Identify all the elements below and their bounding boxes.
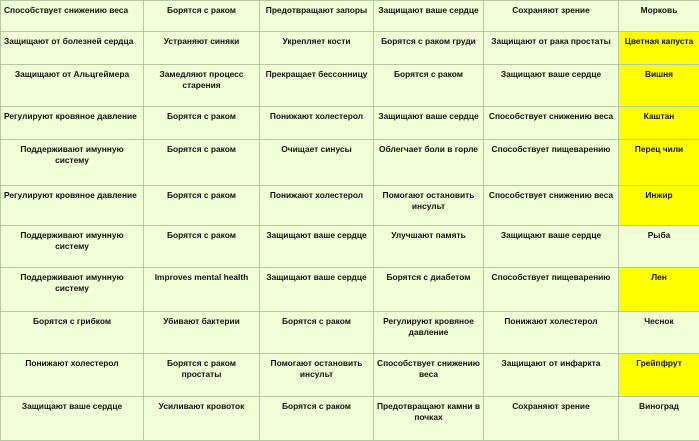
- benefit-cell: Защищают ваше сердце: [374, 107, 484, 140]
- benefit-cell: Борятся с диабетом: [374, 268, 484, 312]
- benefit-cell: Усиливают кровоток: [144, 397, 260, 441]
- benefit-cell: Защищают ваше сердце: [1, 397, 144, 441]
- benefit-cell: Понижают холестерол: [260, 107, 374, 140]
- benefit-cell: Замедляют процесс старения: [144, 65, 260, 107]
- benefit-cell: Защищают от инфаркта: [484, 354, 619, 397]
- food-name-cell: Вишня: [619, 65, 699, 107]
- benefit-cell: Борятся с раком: [144, 186, 260, 226]
- food-name-cell: Цветная капуста: [619, 32, 699, 65]
- benefit-cell: Укрепляет кости: [260, 32, 374, 65]
- table-row: [1, 140, 699, 186]
- benefit-cell: Помогают остановить инсульт: [374, 186, 484, 226]
- benefit-cell: Устраняют синяки: [144, 32, 260, 65]
- benefit-cell: Борятся с раком: [144, 140, 260, 186]
- food-name-cell: Инжир: [619, 186, 699, 226]
- benefit-cell: Борятся с раком: [144, 107, 260, 140]
- benefit-cell: Борятся с раком: [144, 226, 260, 268]
- food-name-cell: Рыба: [619, 226, 699, 268]
- benefit-cell: Борятся с раком простаты: [144, 354, 260, 397]
- benefit-cell: Защищают ваше сердце: [260, 226, 374, 268]
- food-name-cell: Морковь: [619, 1, 699, 32]
- table-body: [1, 1, 699, 441]
- benefit-cell: Борятся с раком: [374, 65, 484, 107]
- table-row: [1, 312, 699, 354]
- benefit-cell: Сохраняют зрение: [484, 397, 619, 441]
- benefit-cell: Поддерживают имунную систему: [1, 268, 144, 312]
- benefit-cell: Защищают от Альцгеймера: [1, 65, 144, 107]
- food-name-cell: Грейпфрут: [619, 354, 699, 397]
- table-row: [1, 268, 699, 312]
- benefit-cell: Понижают холестерол: [1, 354, 144, 397]
- benefit-cell: Способствует пищеварению: [484, 268, 619, 312]
- benefit-cell: Способствует снижению веса: [484, 107, 619, 140]
- food-name-cell: Лен: [619, 268, 699, 312]
- benefit-cell: Облегчает боли в горле: [374, 140, 484, 186]
- table-row: [1, 65, 699, 107]
- benefit-cell: Способствует пищеварению: [484, 140, 619, 186]
- food-name-cell: Каштан: [619, 107, 699, 140]
- table-row: [1, 107, 699, 140]
- benefit-cell: Регулируют кровяное давление: [1, 107, 144, 140]
- benefit-cell: Прекращает бессонницу: [260, 65, 374, 107]
- table-row: [1, 1, 699, 32]
- benefit-cell: Регулируют кровяное давление: [1, 186, 144, 226]
- benefit-cell: Защищают от рака простаты: [484, 32, 619, 65]
- food-name-cell: Перец чили: [619, 140, 699, 186]
- benefit-cell: Понижают холестерол: [260, 186, 374, 226]
- table-row: [1, 32, 699, 65]
- benefit-cell: Понижают холестерол: [484, 312, 619, 354]
- benefit-cell: Борятся с раком: [144, 1, 260, 32]
- benefit-cell: Поддерживают имунную систему: [1, 140, 144, 186]
- food-name-cell: Виноград: [619, 397, 699, 441]
- benefit-cell: Помогают остановить инсульт: [260, 354, 374, 397]
- benefit-cell: Защищают ваше сердце: [260, 268, 374, 312]
- benefit-cell: Способствует снижению веса: [374, 354, 484, 397]
- benefit-cell: Регулируют кровяное давление: [374, 312, 484, 354]
- table-row: [1, 226, 699, 268]
- benefit-cell: Очищает синусы: [260, 140, 374, 186]
- benefit-cell: Убивают бактерии: [144, 312, 260, 354]
- benefit-cell: Борятся с грибком: [1, 312, 144, 354]
- table-row: [1, 354, 699, 397]
- benefit-cell: Борятся с раком: [260, 397, 374, 441]
- benefit-cell: Improves mental health: [144, 268, 260, 312]
- benefit-cell: Способствует снижению веса: [1, 1, 144, 32]
- benefit-cell: Защищают от болезней сердца: [1, 32, 144, 65]
- benefit-cell: Улучшают память: [374, 226, 484, 268]
- benefit-cell: Защищают ваше сердце: [484, 65, 619, 107]
- benefit-cell: Поддерживают имунную систему: [1, 226, 144, 268]
- table-row: [1, 397, 699, 441]
- benefit-cell: Предотвращают камни в почках: [374, 397, 484, 441]
- benefit-cell: Способствует снижению веса: [484, 186, 619, 226]
- benefit-cell: Защищают ваше сердце: [484, 226, 619, 268]
- table-row: [1, 186, 699, 226]
- benefit-cell: Защищают ваше сердце: [374, 1, 484, 32]
- food-name-cell: Чеснок: [619, 312, 699, 354]
- benefit-cell: Борятся с раком: [260, 312, 374, 354]
- benefit-cell: Сохраняют зрение: [484, 1, 619, 32]
- benefit-cell: Предотвращают запоры: [260, 1, 374, 32]
- benefit-cell: Борятся с раком груди: [374, 32, 484, 65]
